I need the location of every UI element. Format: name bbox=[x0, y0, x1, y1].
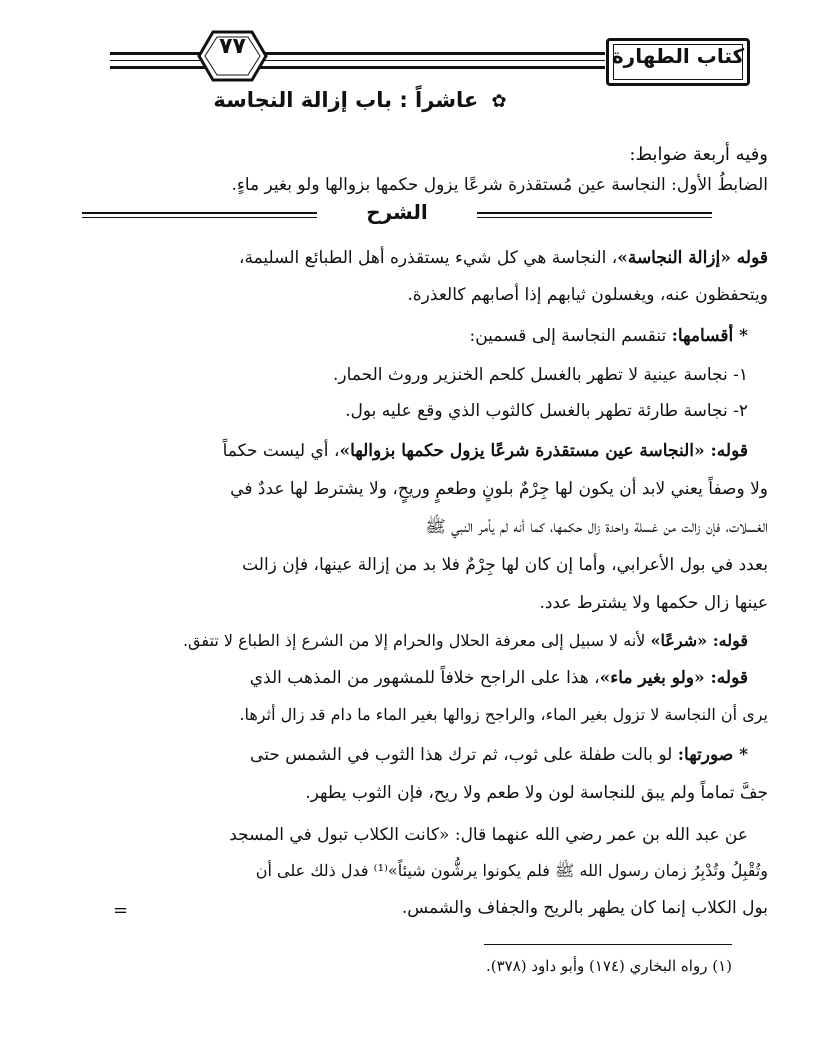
body-text: ويتحفظون عنه، ويغسلون ثيابهم إذا أصابهم كالعذرة. bbox=[407, 285, 768, 305]
body-text: ، النجاسة هي كل شيء يستقذره أهل الطبائع السليمة، bbox=[239, 248, 618, 268]
section-title-text: عاشراً : باب إزالة النجاسة bbox=[213, 88, 479, 112]
body-text: لأنه لا سبيل إلى معرفة الحلال والحرام إلا من الشرع إذ الطباع لا تتفق. bbox=[182, 631, 651, 650]
body-line bbox=[80, 590, 768, 616]
body-text: يرى أن النجاسة لا تزول بغير الماء، والراجح زوالها بغير الماء ما دام قد زال أثرها. bbox=[239, 705, 768, 724]
body-text: جفَّ تماماً ولم يبق للنجاسة لون ولا طعم ولا ريح، فإن الثوب يطهر. bbox=[305, 783, 768, 803]
body-line bbox=[80, 362, 748, 388]
body-line bbox=[80, 822, 748, 848]
body-text: وتُقْبِلُ وتُدْبِرُ زمان رسول الله ﷺ فلم يكونوا يرشُّون شيئاً»⁽¹⁾ فدل ذلك على أن bbox=[255, 861, 768, 880]
flower-icon: ✿ bbox=[491, 91, 507, 112]
body-bold: قوله: «شرعًا» bbox=[650, 631, 748, 650]
footnote: (١) رواه البخاري (١٧٤) وأبو داود (٣٧٨). bbox=[485, 957, 732, 975]
body-line bbox=[80, 514, 768, 540]
body-line bbox=[80, 665, 748, 691]
body-line bbox=[80, 398, 748, 424]
body-line bbox=[80, 438, 748, 464]
intro-line: الضابطُ الأول: النجاسة عين مُستقذرة شرعًا يزول حكمها بزوالها ولو بغير ماءٍ. bbox=[231, 175, 768, 195]
body-line bbox=[80, 552, 768, 578]
body-line bbox=[80, 476, 768, 502]
body-line bbox=[80, 742, 748, 768]
body-line bbox=[80, 323, 748, 349]
book-title: كتاب الطهارة bbox=[611, 44, 745, 68]
body-text: الغسلات، فإن زالت من غسلة واحدة زال حكمها، كما أنه لم يأمر النبي ﷺ bbox=[425, 517, 768, 537]
body-text: ولا وصفاً يعني لابد أن يكون لها جِرْمٌ بلونٍ وطعمٍ وريحٍ، ولا يشترط لها عددٌ في bbox=[230, 479, 768, 499]
body-bold: قوله «إزالة النجاسة» bbox=[617, 248, 768, 268]
body-text: عينها زال حكمها ولا يشترط عدد. bbox=[539, 593, 768, 613]
body-line bbox=[80, 245, 768, 271]
body-line bbox=[80, 780, 768, 806]
continuation-mark: = bbox=[113, 900, 129, 921]
body-line bbox=[80, 702, 768, 728]
body-line bbox=[80, 628, 748, 654]
divider bbox=[82, 212, 317, 214]
body-text: ١- نجاسة عينية لا تطهر بالغسل كلحم الخنزير وروث الحمار. bbox=[333, 365, 748, 385]
body-text: لو بالت طفلة على ثوب، ثم ترك هذا الثوب في الشمس حتى bbox=[250, 745, 678, 765]
body-text: ٢- نجاسة طارئة تطهر بالغسل كالثوب الذي وقع عليه بول. bbox=[345, 401, 748, 421]
page-number: ٧٧ bbox=[219, 34, 246, 59]
body-text: تنقسم النجاسة إلى قسمين: bbox=[469, 326, 672, 346]
body-line bbox=[80, 858, 768, 884]
intro-line: وفيه أربعة ضوابط: bbox=[629, 144, 768, 165]
body-text: بول الكلاب إنما كان يطهر بالريح والجفاف والشمس. bbox=[401, 898, 768, 918]
body-bold: * أقسامها: bbox=[671, 326, 748, 346]
sharh-heading bbox=[82, 200, 712, 230]
divider bbox=[477, 217, 712, 218]
body-bold: * صورتها: bbox=[677, 745, 748, 765]
body-text: بعدد في بول الأعرابي، وأما إن كان لها جِرْمٌ فلا بد من إزالة عينها، فإن زالت bbox=[242, 555, 768, 575]
divider bbox=[477, 212, 712, 214]
body-text: ، أي ليست حكماً bbox=[222, 441, 340, 461]
body-bold: قوله: «ولو بغير ماء» bbox=[599, 668, 748, 688]
body-bold: قوله: «النجاسة عين مستقذرة شرعًا يزول حكمها بزوالها» bbox=[339, 441, 748, 461]
body-line bbox=[80, 282, 768, 308]
footnote-rule bbox=[484, 944, 732, 945]
divider bbox=[82, 217, 317, 218]
body-text: عن عبد الله بن عمر رضي الله عنهما قال: «كانت الكلاب تبول في المسجد bbox=[229, 825, 748, 845]
sharh-title: الشرح bbox=[366, 200, 428, 224]
body-text: ، هذا على الراجح خلافاً للمشهور من المذهب الذي bbox=[249, 668, 600, 688]
body-line bbox=[80, 895, 768, 921]
section-title bbox=[140, 88, 580, 112]
